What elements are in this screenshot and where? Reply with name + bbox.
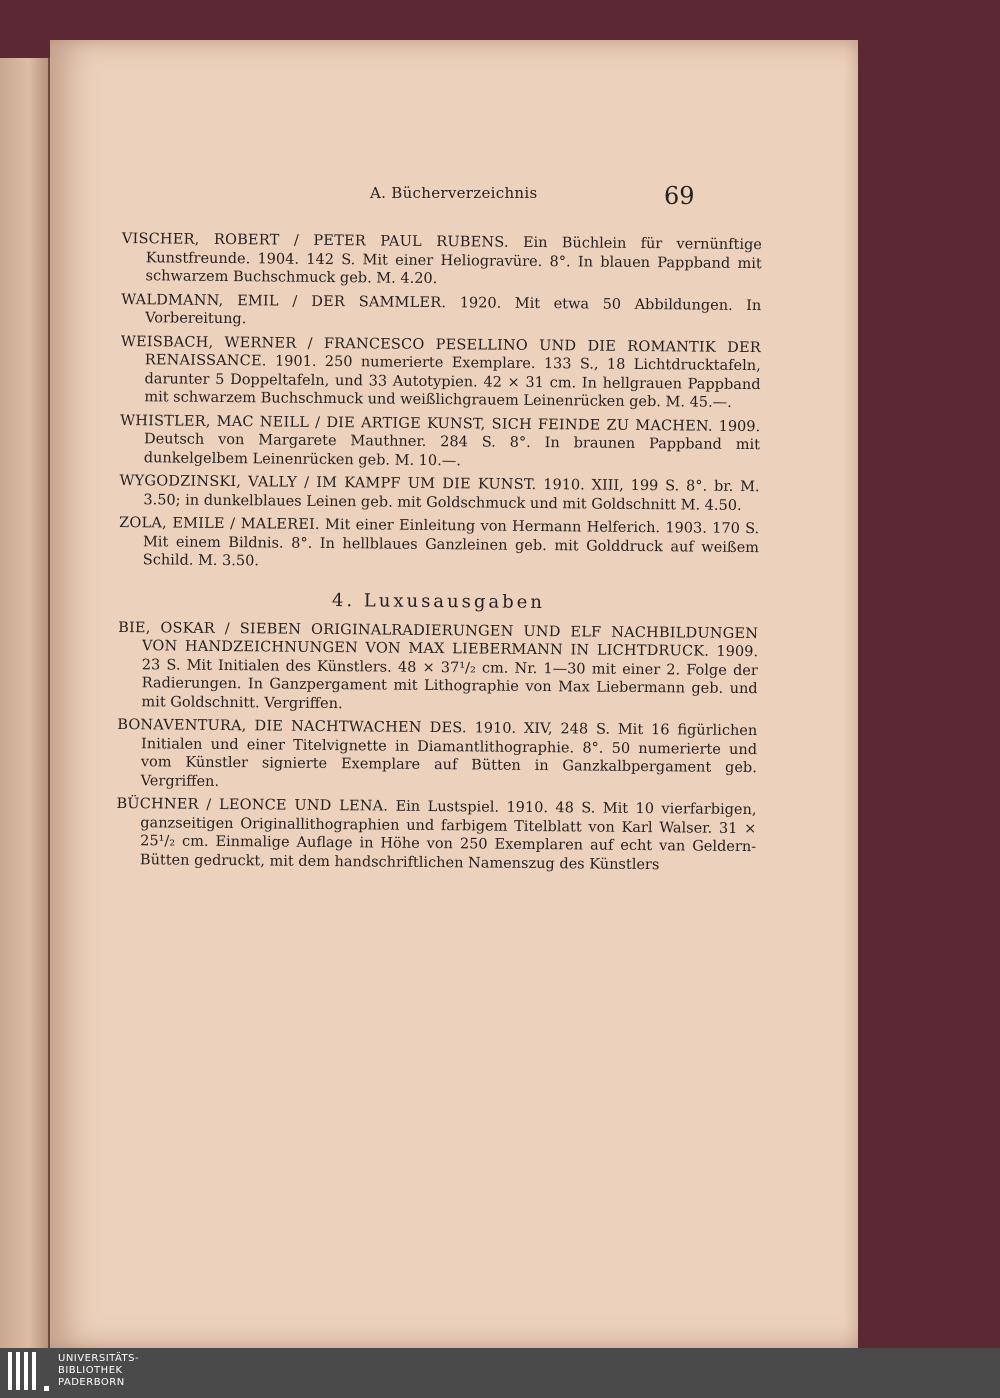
library-name-line: UNIVERSITÄTS-	[58, 1353, 140, 1364]
catalog-entry	[120, 411, 761, 473]
entry-text: 1910. XIV, 248 S. Mit 16 figürlichen Initialen und einer Titelvignette in Diamantlithographie. 8°. 50 numerierte und vom Künstler signierte Exemplare auf Bütten in Ganzkalbpergament geb. Vergriffen.	[140, 720, 758, 790]
entry-text: 1920. Mit etwa 50 Abbildungen. In Vorbereitung.	[145, 294, 762, 328]
catalog-entry	[119, 472, 759, 515]
catalog-entry	[119, 514, 760, 576]
catalog-entry	[121, 290, 761, 333]
entry-heading: BÜCHNER / LEONCE UND LENA.	[116, 795, 389, 815]
page-number: 69	[664, 182, 695, 210]
entry-heading: VISCHER, ROBERT / PETER PAUL RUBENS.	[121, 230, 509, 251]
entry-text: 1909. 23 S. Mit Initialen des Künstlers. 48 × 37¹/₂ cm. Nr. 1—30 mit einer 2. Folge der Radierungen. In Ganzpergament mit Lithographie von Max Liebermann geb. und mit Goldschnitt. Vergriffen.	[141, 643, 759, 712]
catalog-entry	[121, 230, 762, 292]
catalog-entry	[120, 332, 761, 412]
entry-text: Mit einer Einleitung von Hermann Helferich. 1903. 170 S. Mit einem Bildnis. 8°. In hellblaues Ganzleinen geb. mit Golddruck auf weißem Schild. M. 3.50.	[142, 516, 760, 570]
entry-heading: BIE, OSKAR / SIEBEN ORIGINALRADIERUNGEN UND ELF NACHBILDUNGEN VON HANDZEICHNUNGEN VON MAX LIEBERMANN IN LICHTDRUCK.	[118, 619, 759, 660]
catalog-entry	[116, 795, 757, 875]
catalog-entry	[117, 618, 758, 717]
entry-heading: ZOLA, EMILE / MALEREI.	[119, 514, 320, 533]
library-logo-icon	[8, 1352, 50, 1394]
library-footer	[0, 1348, 1000, 1398]
entry-heading: WHISTLER, MAC NEILL / DIE ARTIGE KUNST, SICH FEINDE ZU MACHEN.	[120, 412, 713, 435]
catalog-entries	[116, 230, 762, 880]
running-head: A. Bücherverzeichnis	[370, 184, 538, 202]
library-name-line: PADERBORN	[58, 1377, 125, 1388]
entry-text: 1909. Deutsch von Margarete Mauthner. 284 S. 8°. In braunen Pappband mit dunkelgelbem Leinenrücken geb. M. 10.—.	[143, 418, 761, 469]
library-name-line: BIBLIOTHEK	[58, 1365, 123, 1376]
left-page-edge	[0, 58, 50, 1348]
entry-heading: WYGODZINSKI, VALLY / IM KAMPF UM DIE KUNST.	[119, 472, 537, 493]
entry-text: Ein Büchlein für vernünftige Kunstfreunde. 1904. 142 S. Mit einer Heliogravüre. 8°. In blauen Pappband mit schwarzem Buchschmuck geb. M. 4.20.	[145, 234, 762, 288]
library-name	[58, 1353, 139, 1389]
entry-heading: BONAVENTURA, DIE NACHTWACHEN DES.	[117, 716, 467, 737]
catalog-entry	[117, 716, 758, 796]
entry-text: 1910. XIII, 199 S. 8°. br. M. 3.50; in dunkelblaues Leinen geb. mit Goldschmuck und mit Goldschnitt M. 4.50.	[143, 477, 760, 514]
entry-text: 1901. 250 numerierte Exemplare. 133 S., 18 Lichtdrucktafeln, darunter 5 Doppeltafeln, und 33 Autotypien. 42 × 31 cm. In hellgrauen Pappband mit schwarzem Buchschmuck und weißlichgrauem Leinenrücken geb. M. 45.—.	[144, 353, 761, 411]
entry-heading: WEISBACH, WERNER / FRANCESCO PESELLINO UND DIE ROMANTIK DER RENAISSANCE.	[120, 333, 761, 370]
entry-heading: WALDMANN, EMIL / DER SAMMLER.	[121, 291, 447, 311]
section-title: 4. Luxusausgaben	[331, 589, 546, 613]
entry-text: Ein Lustspiel. 1910. 48 S. Mit 10 vierfarbigen, ganzseitigen Originallithographien und farbigem Titelblatt von Karl Walser. 31 × 25¹/₂ cm. Einmalige Auflage in Höhe von 250 Exemplaren auf echt van Geldern-Bütten gedruckt, mit dem handschriftlichen Namenszug des Künstlers	[139, 798, 757, 873]
book-page	[50, 40, 858, 1348]
